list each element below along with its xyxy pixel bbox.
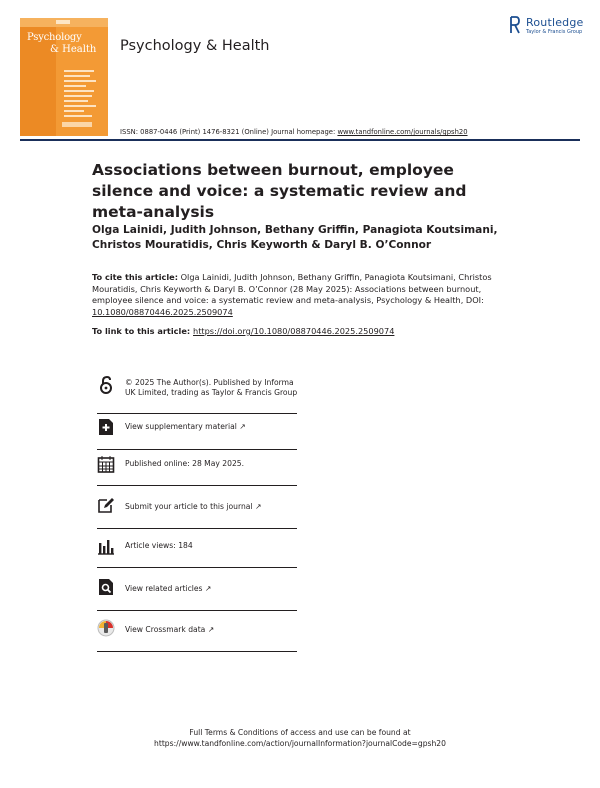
crossmark-icon (97, 619, 115, 637)
related-row[interactable] (97, 578, 297, 604)
header-divider (20, 139, 580, 141)
article-title: Associations between burnout, employee silence and voice: a systematic review and meta-analysis (92, 161, 467, 221)
journal-cover-image (20, 18, 108, 136)
publisher-name: Routledge (526, 16, 584, 29)
supplementary-label: View supplementary material ↗ (125, 422, 246, 431)
external-link-icon: ↗ (207, 625, 215, 634)
calendar-icon (97, 455, 115, 473)
external-link-icon: ↗ (239, 422, 246, 431)
open-access-lock-icon (97, 376, 115, 394)
doi-link[interactable]: 10.1080/08870446.2025.2509074 (92, 306, 233, 317)
citation-block (92, 272, 512, 318)
document-plus-icon (97, 418, 115, 436)
cite-label: To cite this article: (92, 272, 178, 282)
article-doi-url[interactable]: https://doi.org/10.1080/08870446.2025.2509074 (193, 326, 395, 336)
cover-title-line2: & Health (50, 44, 97, 55)
submit-row[interactable] (97, 496, 297, 522)
copyright-text: © 2025 The Author(s). Published by Informa UK Limited, trading as Taylor & Francis Group (125, 378, 298, 398)
publisher-subtitle: Taylor & Francis Group (526, 29, 583, 35)
panel-divider (97, 449, 297, 450)
cover-contents-lines (64, 70, 96, 120)
edit-article-icon (97, 496, 115, 514)
crossmark-label: View Crossmark data ↗ (125, 625, 215, 634)
issn-line (120, 128, 468, 136)
issn-text: ISSN: 0887-0446 (Print) 1476-8321 (Online) Journal homepage: (120, 128, 338, 136)
journal-title[interactable]: Psychology & Health (120, 38, 270, 54)
article-link-block (92, 326, 512, 336)
related-label: View related articles ↗ (125, 584, 212, 593)
views-row (97, 537, 297, 563)
crossmark-row[interactable] (97, 619, 297, 645)
article-views: Article views: 184 (125, 541, 193, 550)
document-search-icon (97, 578, 115, 596)
journal-homepage-link[interactable]: www.tandfonline.com/journals/gpsh20 (337, 128, 468, 136)
published-row (97, 455, 297, 481)
panel-divider (97, 413, 297, 414)
submit-label: Submit your article to this journal ↗ (125, 502, 262, 511)
panel-divider (97, 651, 297, 652)
published-date: Published online: 28 May 2025. (125, 459, 245, 468)
cover-top-strip (20, 18, 108, 27)
open-access-row (97, 376, 297, 412)
supplementary-row[interactable] (97, 418, 297, 444)
cover-publisher-logo (62, 122, 92, 127)
article-authors: Olga Lainidi, Judith Johnson, Bethany Griffin, Panagiota Koutsimani, Christos Mouratidis, Chris Keyworth & Daryl B. O’Connor (92, 224, 498, 251)
cover-title-line1: Psychology (27, 32, 82, 43)
panel-divider (97, 485, 297, 486)
footer-terms-text: Full Terms & Conditions of access and use can be found at (189, 728, 411, 737)
panel-divider (97, 528, 297, 529)
footer-terms-link[interactable]: https://www.tandfonline.com/action/journalInformation?journalCode=gpsh20 (154, 739, 446, 748)
cite-text: Olga Lainidi, Judith Johnson, Bethany Griffin, Panagiota Koutsimani, Christos Mouratidis, Chris Keyworth & Daryl B. O’Connor (28 May 2025): Associations between burnout, employee silence and voice: a systematic review and meta-analysis, Psychology & Health, DOI: (92, 272, 492, 305)
external-link-icon: ↗ (204, 584, 212, 593)
panel-divider (97, 610, 297, 611)
panel-divider (97, 567, 297, 568)
bar-chart-icon (97, 537, 115, 555)
link-label: To link to this article: (92, 326, 193, 336)
external-link-icon: ↗ (254, 502, 262, 511)
routledge-logo-icon (510, 16, 520, 34)
